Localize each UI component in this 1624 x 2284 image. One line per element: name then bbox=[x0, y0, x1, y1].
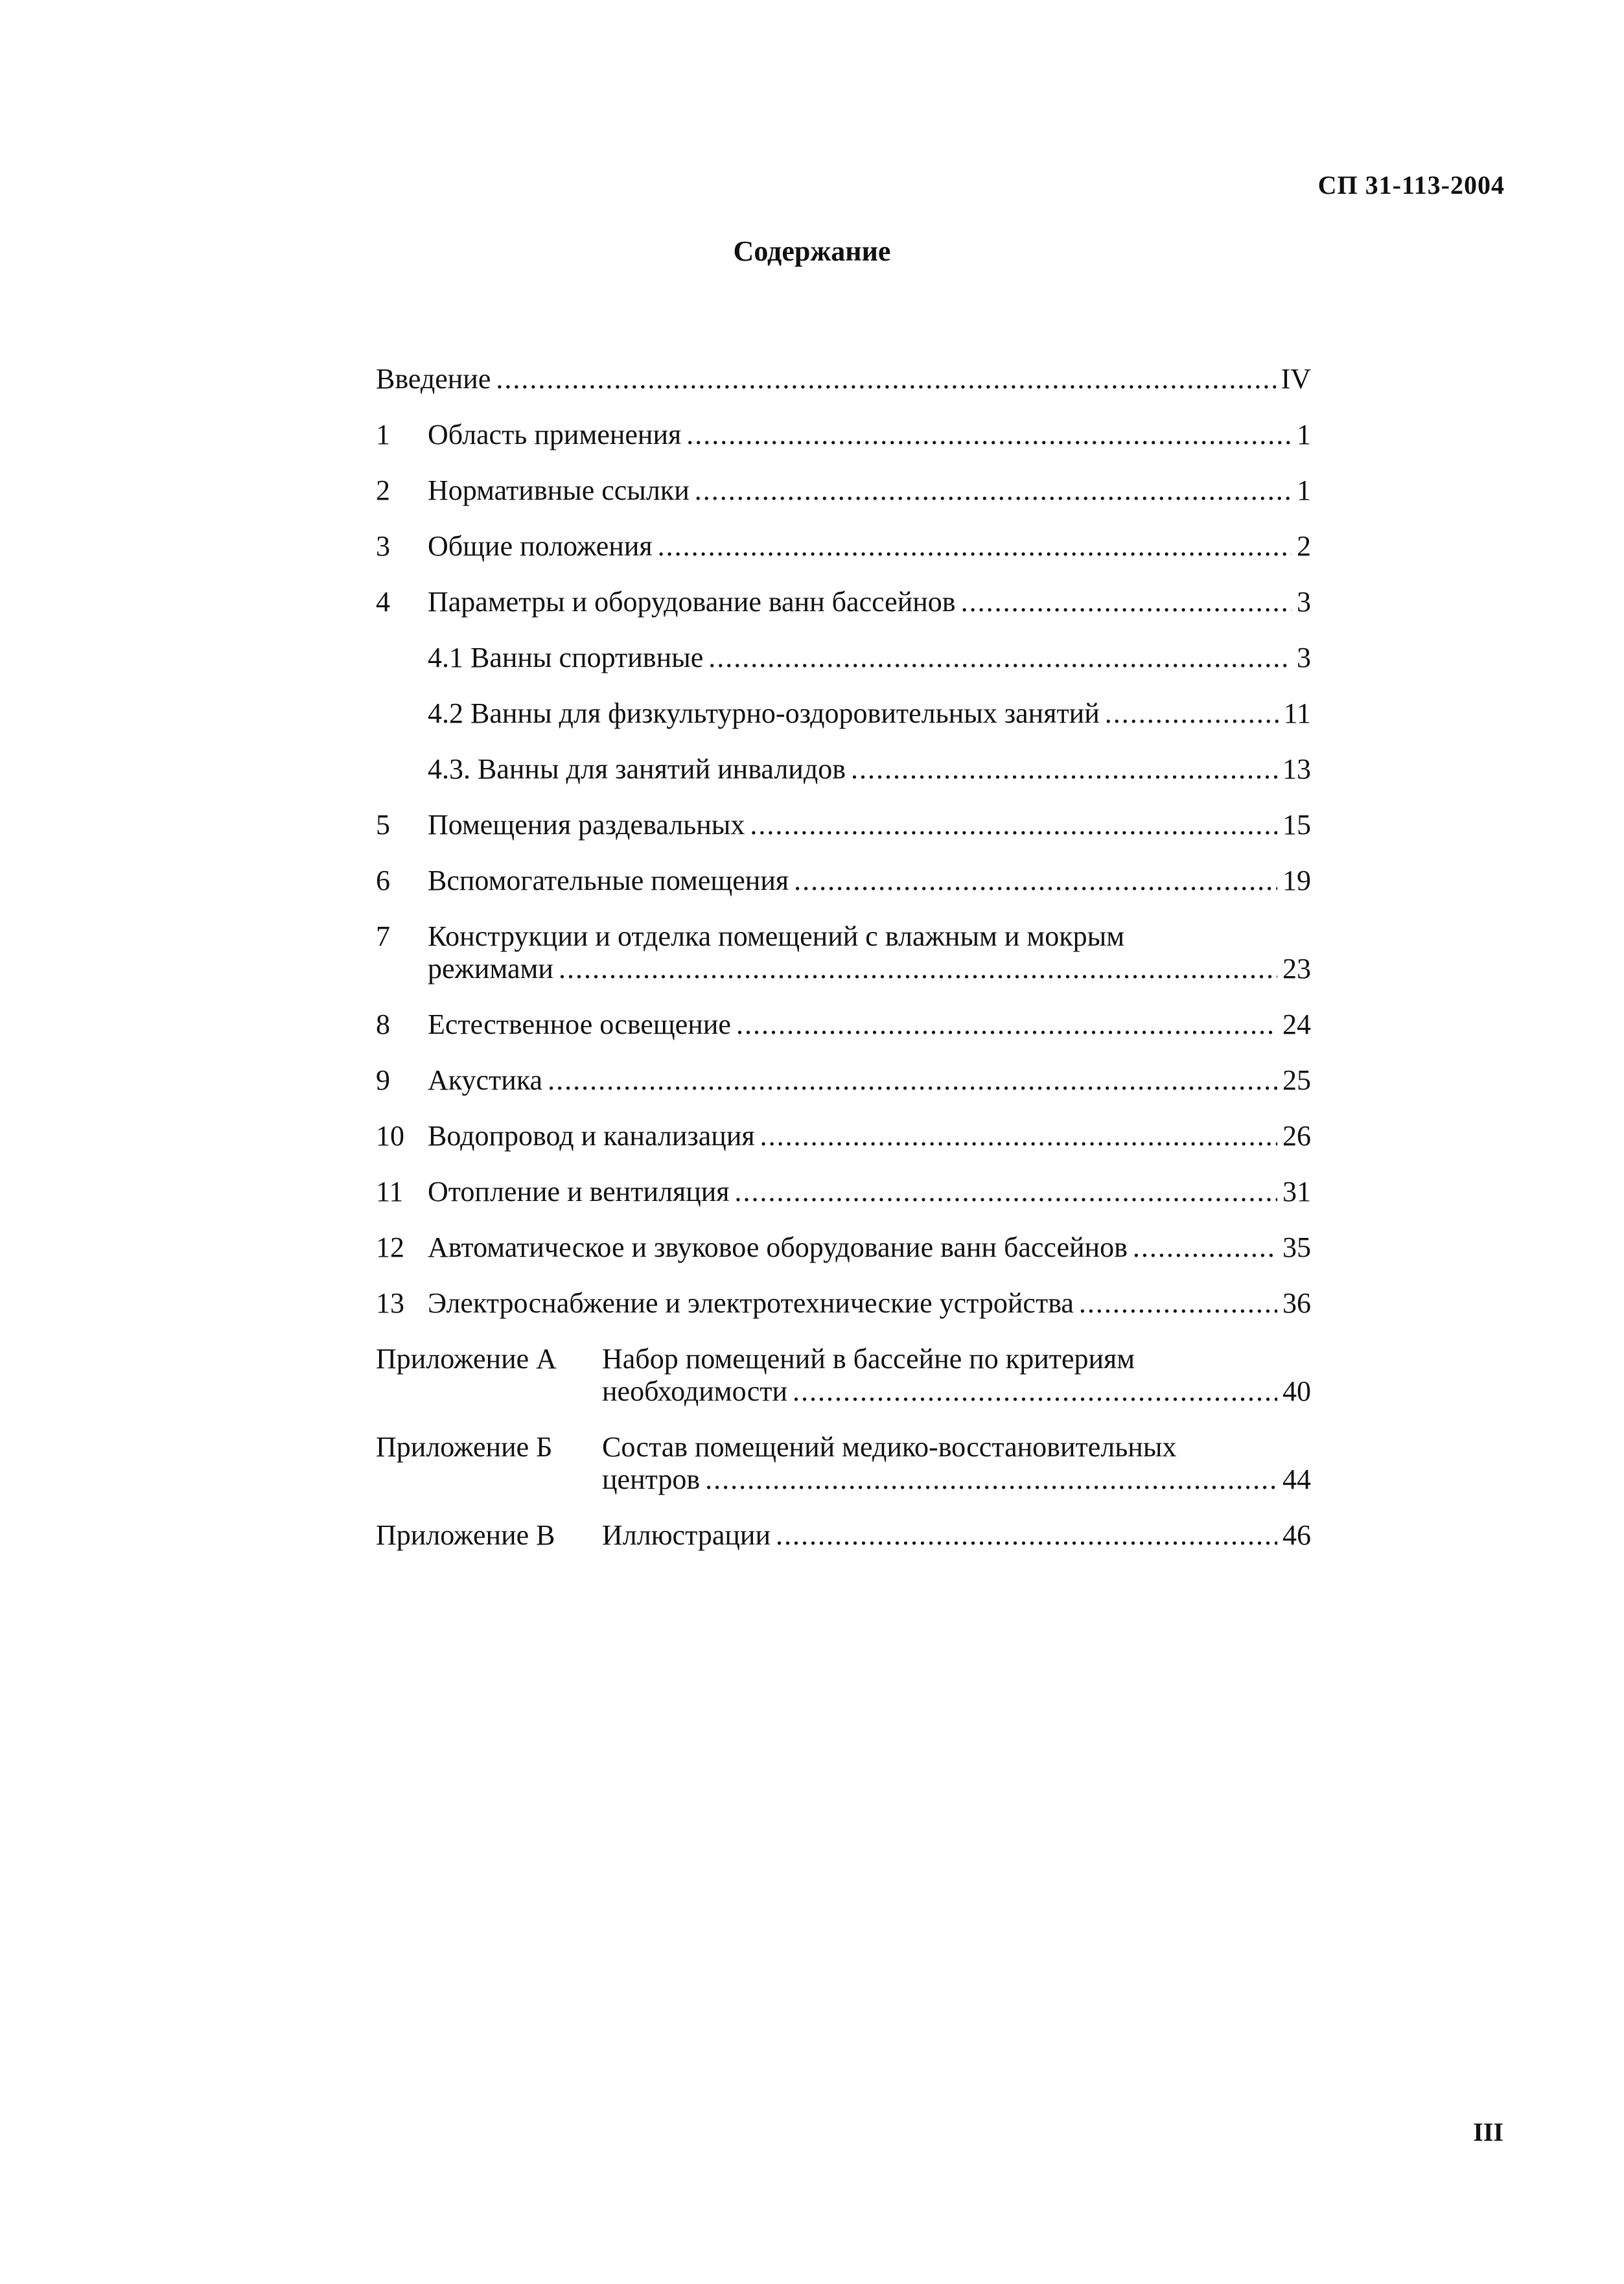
toc-entry-page: 35 bbox=[1282, 1231, 1311, 1263]
toc-leader-dots bbox=[750, 809, 1277, 841]
toc-entry-page: 13 bbox=[1282, 753, 1311, 785]
toc-leader-dots bbox=[851, 753, 1277, 786]
toc-entry-title: 4.3. Ванны для занятий инвалидов bbox=[428, 753, 846, 785]
toc-entry-number: 13 bbox=[376, 1287, 404, 1319]
toc-entry-title: Общие положения bbox=[428, 530, 653, 562]
document-code: СП 31-113-2004 bbox=[1317, 170, 1505, 200]
toc-entry-page: 2 bbox=[1297, 530, 1311, 562]
toc-entry-number: 7 bbox=[376, 920, 390, 952]
toc-entry-number: 8 bbox=[376, 1008, 390, 1040]
toc-entry-number: 1 bbox=[376, 419, 390, 450]
toc-leader-dots bbox=[658, 530, 1292, 563]
toc-entry-title: Акустика bbox=[428, 1064, 543, 1096]
toc-entry-number: 5 bbox=[376, 809, 390, 841]
toc-entry-page: 40 bbox=[1282, 1375, 1311, 1407]
toc-entry-page: 3 bbox=[1297, 642, 1311, 673]
toc-leader-dots bbox=[686, 419, 1292, 451]
toc-leader-dots bbox=[961, 586, 1292, 618]
toc-leader-dots bbox=[1105, 697, 1279, 730]
toc-entry-title: Отопление и вентиляция bbox=[428, 1176, 730, 1207]
toc-leader-dots bbox=[548, 1064, 1277, 1097]
toc-entry-number: Приложение Б bbox=[376, 1431, 553, 1463]
toc-entry-title: Нормативные ссылки bbox=[428, 474, 690, 506]
toc-entry-title: Область применения bbox=[428, 419, 682, 450]
toc-entry-page: 1 bbox=[1297, 474, 1311, 506]
toc-leader-dots bbox=[760, 1120, 1277, 1152]
toc-entry-number: 3 bbox=[376, 530, 390, 562]
toc-entry-title: центров bbox=[602, 1463, 701, 1495]
toc-entry-page: 36 bbox=[1282, 1287, 1311, 1319]
toc-leader-dots bbox=[695, 474, 1292, 507]
toc-entry-title: Помещения раздевальных bbox=[428, 809, 745, 841]
toc-leader-dots bbox=[735, 1176, 1277, 1208]
page-number: III bbox=[1473, 2117, 1503, 2147]
toc-entry-title: Автоматическое и звуковое оборудование ванн бассейнов bbox=[428, 1231, 1128, 1263]
toc-entry-page: 24 bbox=[1282, 1008, 1311, 1040]
toc-entry-number: 11 bbox=[376, 1176, 404, 1207]
toc-entry-page: 26 bbox=[1282, 1120, 1311, 1152]
toc-entry-title: Водопровод и канализация bbox=[428, 1120, 755, 1152]
toc-entry-number: 6 bbox=[376, 865, 390, 896]
toc-entry-title-line1: Состав помещений медико-восстановительных bbox=[602, 1431, 1177, 1463]
toc-entry-title: необходимости bbox=[602, 1375, 788, 1407]
toc-leader-dots bbox=[794, 865, 1277, 897]
toc-entry-number: Приложение А bbox=[376, 1343, 557, 1375]
toc-entry-number: 4 bbox=[376, 586, 390, 618]
toc-entry-page: 3 bbox=[1297, 586, 1311, 618]
toc-entry-title-line1: Набор помещений в бассейне по критериям bbox=[602, 1343, 1135, 1375]
toc-entry-page: 15 bbox=[1282, 809, 1311, 841]
toc-entry-title: Вспомогательные помещения bbox=[428, 865, 789, 896]
toc-leader-dots bbox=[708, 642, 1292, 674]
toc-leader-dots bbox=[496, 363, 1275, 395]
toc-entry-page: IV bbox=[1281, 363, 1311, 395]
toc-leader-dots bbox=[793, 1375, 1277, 1408]
toc-entry-title: 4.2 Ванны для физкультурно-оздоровительных занятий bbox=[428, 697, 1100, 729]
toc-entry-number: Приложение В bbox=[376, 1519, 555, 1551]
toc-entry-title: Иллюстрации bbox=[602, 1519, 771, 1551]
toc-entry-page: 23 bbox=[1282, 953, 1311, 985]
toc-entry-number: 12 bbox=[376, 1231, 404, 1263]
toc-entry-number: 2 bbox=[376, 474, 390, 506]
toc-entry-page: 1 bbox=[1297, 419, 1311, 450]
toc-entry-title: Параметры и оборудование ванн бассейнов bbox=[428, 586, 956, 618]
toc-entry-page: 31 bbox=[1282, 1176, 1311, 1207]
toc-entry-title: Естественное освещение bbox=[428, 1008, 731, 1040]
toc-entry-number: 9 bbox=[376, 1064, 390, 1096]
page-title: Содержание bbox=[733, 235, 891, 267]
toc-entry-page: 19 bbox=[1282, 865, 1311, 896]
toc-entry-page: 11 bbox=[1283, 697, 1311, 729]
toc-entry-page: 46 bbox=[1282, 1519, 1311, 1551]
toc-entry-page: 25 bbox=[1282, 1064, 1311, 1096]
toc-leader-dots bbox=[776, 1519, 1277, 1552]
toc-entry-page: 44 bbox=[1282, 1463, 1311, 1495]
toc-leader-dots bbox=[1079, 1287, 1277, 1320]
toc-leader-dots bbox=[1133, 1231, 1277, 1264]
toc-leader-dots bbox=[705, 1463, 1277, 1496]
toc-entry-title: Введение bbox=[376, 363, 491, 395]
toc-entry-title: режимами bbox=[428, 953, 553, 985]
toc-leader-dots bbox=[559, 953, 1277, 985]
toc-leader-dots bbox=[736, 1008, 1277, 1041]
toc-entry-title: Электроснабжение и электротехнические устройства bbox=[428, 1287, 1074, 1319]
toc-entry-number: 10 bbox=[376, 1120, 404, 1152]
toc-entry-title-line1: Конструкции и отделка помещений с влажным и мокрым bbox=[428, 920, 1125, 952]
toc-entry-title: 4.1 Ванны спортивные bbox=[428, 642, 704, 673]
